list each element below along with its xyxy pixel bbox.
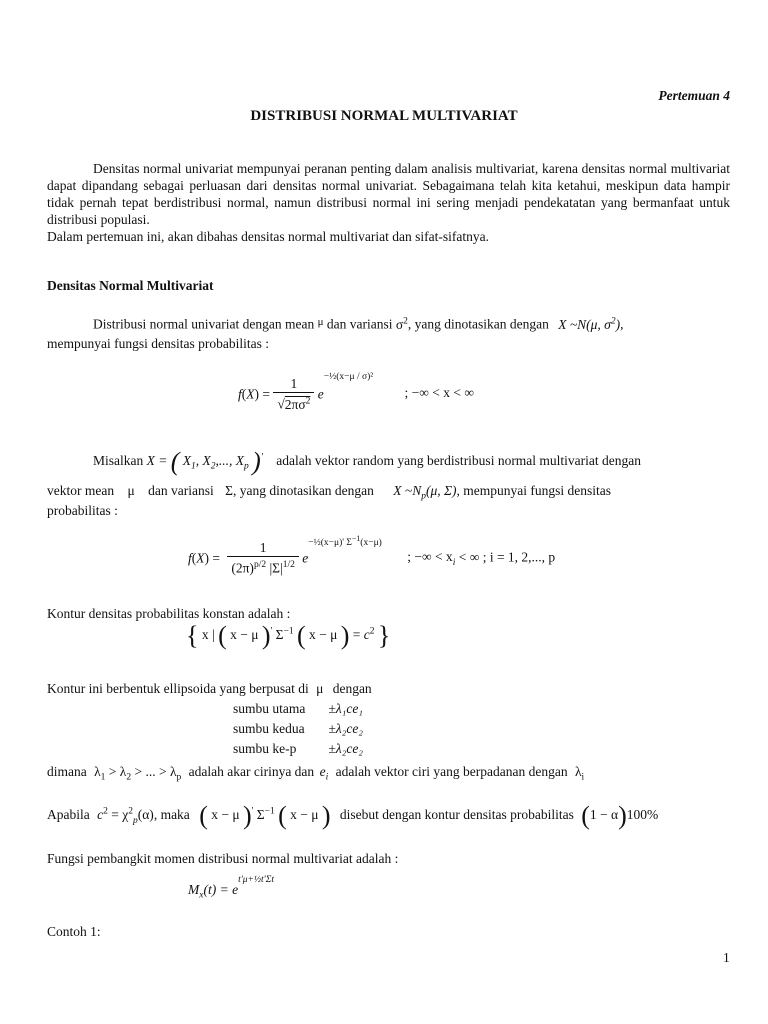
mgf-formula: $M_x(t)$ = et'μ+½t'Σt [188,875,274,901]
apabila-text-b: , maka [153,807,190,823]
apabila-text-c: disebut dengan kontur densitas probabilitas [339,807,574,823]
vektor-text-c: , yang dinotasikan dengan [232,483,374,498]
axis-value: ±λ₁ce₁ [328,701,364,716]
mu-symbol: μ [317,315,324,328]
misalkan-text-b: adalah vektor random yang berdistribusi normal multivariat dengan [276,453,642,469]
probabilitas-line: probabilitas : [47,503,118,518]
vektor-text-a: vektor mean [47,483,115,498]
dimana-text-a: dimana [47,764,87,779]
apabila-line: Apabila $c^2 = \chi^2_p(\alpha)$, maka ( x − μ )' $\Sigma^{-1}$ ( x − μ ) disebut dengan kontur densitas probabilitas (1 − α)100% [47,801,659,830]
univariate-text-a: Distribusi normal univariat dengan mean [93,316,315,332]
intro-block [47,160,730,245]
x-normal-notation: X ~N(μ, $\sigma^2$) [558,316,621,332]
axis-row [233,701,363,717]
dimana-text-c: adalah vektor ciri yang berpadanan dengan [335,764,568,779]
ellipsoid-line: Kontur ini berbentuk ellipsoida yang berpusat di μ dengan [47,681,372,696]
univariate-text-c: , yang dinotasikan dengan [407,316,549,332]
univariate-formula: f(X) = $\frac{1}{√2\pi\sigma^2}$ $e^{-\frac{1}{2}(x-\mu / \sigma)^2}$ ; −∞ < x < ∞ [238,372,474,412]
vektor-line: vektor mean μ dan variansi Σ, yang dinotasikan dengan X $\sim N_p(\mu$, Σ), mempunyai fungsi densitas [47,483,612,502]
ellipsoid-text-b: dengan [332,681,372,696]
misalkan-line [93,447,642,476]
page-number: 1 [723,950,730,965]
apabila-text-a: Apabila [47,807,90,823]
univariate-text-b: dan variansi [326,316,393,332]
axis-value: ±λ₂ce₂ [328,741,364,756]
multivariate-formula: f(X) = $\frac{1}{(2\pi)^{p/2} |\Sigma|^{1/2}}$ $e^{-\frac{1}{2}(x-\mu)' \Sigma^{-1}(x-\mu)}$ ; −∞ < $x_i$ < ∞ ; i = 1, 2,..., p [188,534,556,576]
intro-paragraph-2: Dalam pertemuan ini, akan dibahas densitas normal multivariat dan sifat-sifatnya. [47,229,489,244]
apabila-percent: 100% [626,807,659,823]
contour-intro: Kontur densitas probabilitas konstan adalah : [47,606,291,621]
vektor-text-d: , mempunyai fungsi densitas [456,483,612,498]
univariate-line-2: mempunyai fungsi densitas probabilitas : [47,336,269,351]
dimana-text-b: adalah akar cirinya dan [188,764,315,779]
mgf-intro: Fungsi pembangkit momen distribusi normal multivariat adalah : [47,851,399,866]
axis-label: sumbu utama [233,701,306,716]
dimana-line: dimana $\lambda_1 > \lambda_2$ > ... > $\lambda_p$ adalah akar cirinya dan $e_i$ adalah vektor ciri yang berpadanan dengan $\lambda_i$ [47,764,585,783]
contour-formula: { x | ( x − μ )' $\Sigma^{-1}$ ( x − μ ) = $c^2$ } [186,621,391,650]
univariate-line: Distribusi normal univariat dengan mean $^\mu$ dan variansi $\sigma^2$, yang dinotasikan dengan X ~N(μ, $\sigma^2$), [93,315,624,332]
page-title: DISTRIBUSI NORMAL MULTIVARIAT [250,108,518,124]
misalkan-text: Misalkan [93,453,144,469]
axis-label: sumbu ke-p [233,741,297,756]
example-label: Contoh 1: [47,924,101,939]
multivariate-range-b: < ∞ ; i = 1, 2,..., p [458,549,556,565]
axis-value: ±λ₂ce₂ [328,721,364,736]
multivariate-range-a: ; −∞ < x [407,549,453,565]
meeting-label: Pertemuan 4 [658,88,730,103]
axis-label: sumbu kedua [233,721,305,736]
intro-paragraph-1: Densitas normal univariat mempunyai peranan penting dalam analisis multivariat, karena densitas normal multivariat dapat dipandang sebagai perluasan dari densitas normal univariat. Sebagaimana telah kita ketahui, meskipun data hampir tidak pernah tepat berdistribusi normal, namun distribusi normal ini sering menjadi pendekatatan yang bermanfaat untuk distribusi populasi. [47,161,730,227]
section-heading: Densitas Normal Multivariat [47,278,214,293]
axis-row [233,721,363,737]
vektor-text-b: dan variansi [148,483,214,498]
random-vector: X = ( $X_1$, $X_2$,..., $X_p$ )' [146,447,263,476]
univariate-range: ; −∞ < x < ∞ [404,385,474,401]
axis-row [233,741,363,757]
sigma-squared: $\sigma^2$ [395,316,408,332]
ellipsoid-text-a: Kontur ini berbentuk ellipsoida yang berpusat di [47,681,309,696]
